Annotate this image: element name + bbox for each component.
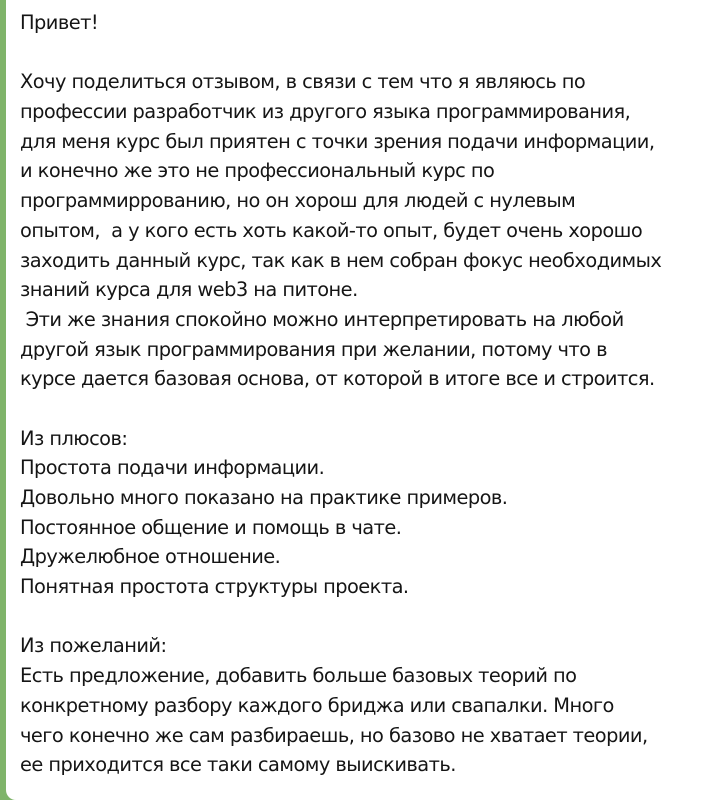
intro-line: для меня курс был приятен с точки зрения подачи информации,: [20, 129, 655, 153]
pros-item: Довольно много показано на практике примеров.: [20, 486, 508, 509]
pros-item: Дружелюбное отношение.: [20, 545, 281, 569]
wishes-line: ее приходится все таки самому выискивать.: [20, 753, 456, 777]
pros-section: [20, 424, 711, 602]
wishes-line: чего конечно же сам разбираешь, но базово не хватает теории,: [20, 723, 648, 747]
intro-line: курсе дается базовая основа, от которой в итоге все и строится.: [20, 367, 655, 391]
wishes-section: [20, 631, 711, 779]
paragraph-gap: [20, 602, 711, 632]
intro-line: опытом, а у кого есть хоть какой-то опыт, будет очень хорошо: [20, 218, 643, 242]
wishes-heading: Из пожеланий:: [20, 634, 167, 658]
greeting-text: Привет!: [20, 11, 99, 34]
intro-line: профессии разработчик из другого языка программирования,: [20, 100, 631, 124]
pros-item: Простота подачи информации.: [20, 456, 325, 480]
message-bubble: [6, 0, 719, 800]
pros-item: Понятная простота структуры проекта.: [20, 575, 409, 599]
wishes-line: Есть предложение, добавить больше базовых теорий по: [20, 664, 577, 688]
paragraph-gap: [20, 394, 711, 424]
greeting-block: [20, 8, 711, 38]
intro-line: программиррованию, но он хорош для людей с нулевым: [20, 189, 576, 213]
intro-line: заходить данный курс, так как в нем собран фокус необходимых: [20, 248, 662, 272]
paragraph-gap: [20, 38, 711, 68]
pros-heading: Из плюсов:: [20, 426, 128, 450]
intro-line: другой язык программирования при желании, потому что в: [20, 337, 607, 361]
intro-line: Эти же знания спокойно можно интерпретировать на любой: [20, 307, 624, 331]
intro-paragraph: [20, 67, 711, 394]
intro-line: Хочу поделиться отзывом, в связи с тем что я являюсь по: [20, 70, 586, 94]
intro-line: и конечно же это не профессиональный курс по: [20, 159, 495, 183]
wishes-line: конкретному разбору каждого бриджа или свапалки. Много: [20, 693, 614, 717]
pros-item: Постоянное общение и помощь в чате.: [20, 515, 402, 539]
intro-line: знаний курса для web3 на питоне.: [20, 278, 358, 302]
